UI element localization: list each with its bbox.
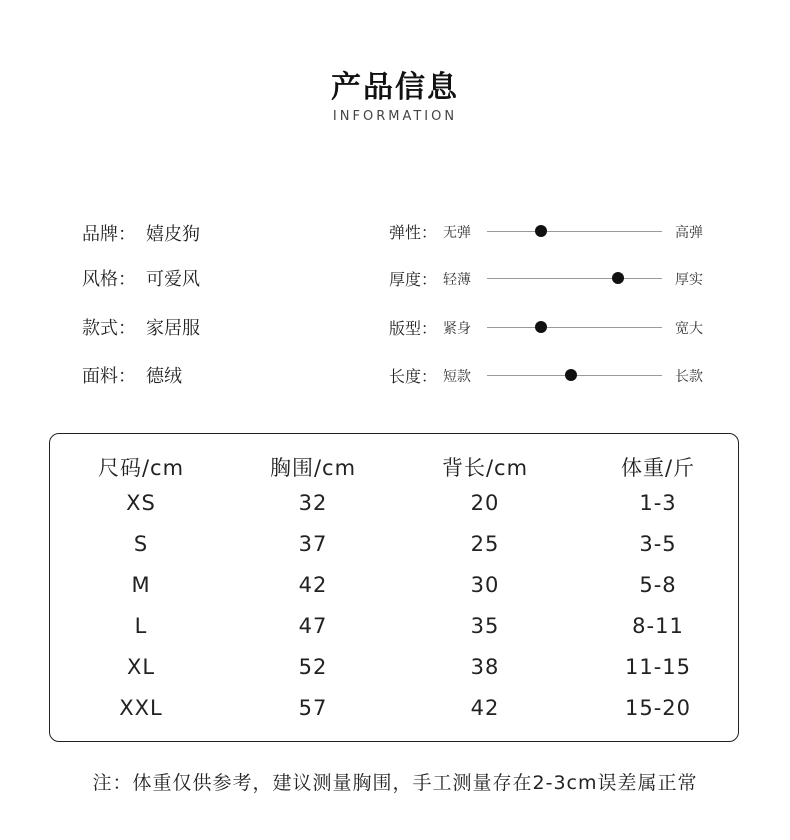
table-cell: 35 bbox=[470, 614, 500, 638]
slider-label: 版型： bbox=[389, 319, 438, 338]
table-cell: 57 bbox=[298, 696, 328, 720]
slider-track bbox=[487, 327, 662, 328]
slider-track bbox=[487, 231, 662, 232]
attribute-key: 风格： bbox=[82, 269, 136, 290]
slider-label: 弹性： bbox=[389, 223, 438, 242]
page-subtitle: INFORMATION bbox=[332, 109, 458, 124]
attribute-value: 家居服 bbox=[146, 318, 200, 339]
table-cell: XS bbox=[126, 491, 156, 515]
attribute-key: 品牌： bbox=[82, 224, 136, 245]
table-cell: M bbox=[131, 573, 151, 597]
slider-thumb bbox=[535, 321, 547, 333]
table-cell: S bbox=[133, 532, 149, 556]
table-cell: XXL bbox=[119, 696, 163, 720]
table-cell: 15-20 bbox=[624, 696, 692, 720]
table-cell: 20 bbox=[470, 491, 500, 515]
table-header-cell: 背长/cm bbox=[441, 456, 529, 480]
slider-label: 厚度： bbox=[389, 270, 438, 289]
slider-low-label: 轻薄 bbox=[443, 272, 471, 288]
table-header-cell: 胸围/cm bbox=[269, 456, 357, 480]
slider-low-label: 紧身 bbox=[443, 321, 471, 337]
attribute-row bbox=[82, 220, 200, 246]
attribute-value: 德绒 bbox=[146, 366, 182, 387]
table-cell: 52 bbox=[298, 655, 328, 679]
measurement-note: 注：体重仅供参考，建议测量胸围，手工测量存在2-3cm误差属正常 bbox=[92, 772, 698, 794]
table-cell: 11-15 bbox=[624, 655, 692, 679]
slider-thumb bbox=[612, 272, 624, 284]
table-cell: 42 bbox=[470, 696, 500, 720]
table-cell: XL bbox=[126, 655, 156, 679]
table-cell: 37 bbox=[298, 532, 328, 556]
slider-thumb bbox=[565, 369, 577, 381]
table-header-cell: 体重/斤 bbox=[620, 456, 696, 480]
slider-high-label: 厚实 bbox=[675, 272, 703, 288]
attribute-row bbox=[82, 265, 200, 291]
size-table bbox=[49, 433, 739, 742]
table-cell: 38 bbox=[470, 655, 500, 679]
table-cell: 30 bbox=[470, 573, 500, 597]
table-cell: 1-3 bbox=[639, 491, 677, 515]
slider-low-label: 短款 bbox=[443, 369, 471, 385]
table-cell: 5-8 bbox=[639, 573, 677, 597]
page-title: 产品信息 bbox=[331, 70, 459, 105]
table-cell: 3-5 bbox=[639, 532, 677, 556]
table-cell: L bbox=[134, 614, 148, 638]
attribute-value: 可爱风 bbox=[146, 269, 200, 290]
table-cell: 47 bbox=[298, 614, 328, 638]
table-header-cell: 尺码/cm bbox=[97, 456, 185, 480]
table-cell: 42 bbox=[298, 573, 328, 597]
attribute-row bbox=[82, 362, 182, 388]
slider-track bbox=[487, 278, 662, 279]
slider-thumb bbox=[535, 225, 547, 237]
slider-high-label: 长款 bbox=[675, 369, 703, 385]
attribute-row bbox=[82, 314, 200, 340]
table-cell: 25 bbox=[470, 532, 500, 556]
table-cell: 8-11 bbox=[632, 614, 684, 638]
slider-label: 长度： bbox=[389, 367, 438, 386]
slider-high-label: 宽大 bbox=[675, 321, 703, 337]
table-cell: 32 bbox=[298, 491, 328, 515]
slider-low-label: 无弹 bbox=[443, 225, 471, 241]
slider-track bbox=[487, 375, 662, 376]
slider-high-label: 高弹 bbox=[675, 225, 703, 241]
attribute-key: 面料： bbox=[82, 366, 136, 387]
attribute-key: 款式： bbox=[82, 318, 136, 339]
attribute-value: 嬉皮狗 bbox=[146, 224, 200, 245]
